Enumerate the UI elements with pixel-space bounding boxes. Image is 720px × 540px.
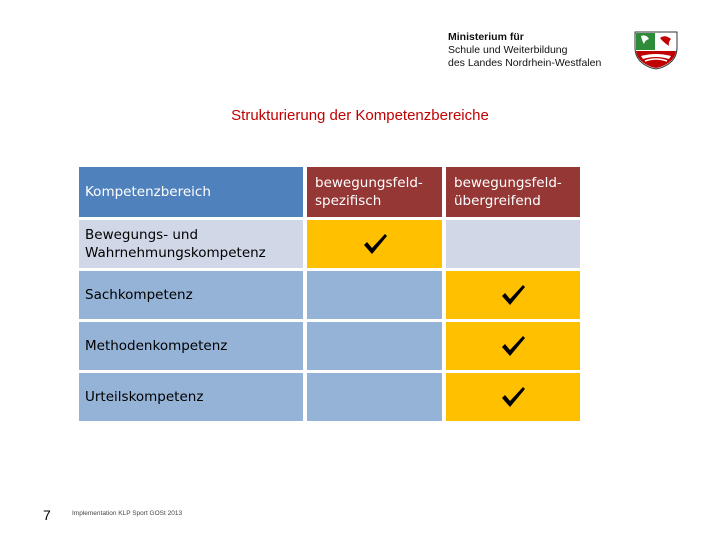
row-label-bewegung — [79, 220, 303, 268]
row4-spezifisch-cell — [307, 373, 442, 421]
check-icon — [500, 283, 526, 307]
row-label-urteil — [79, 373, 303, 421]
row1-spezifisch-cell — [307, 220, 442, 268]
row2-uebergreifend-cell — [446, 271, 580, 319]
header-kompetenzbereich-label: Kompetenzbereich — [85, 184, 211, 200]
ministry-line-1: Ministerium für — [448, 31, 524, 43]
row-label-text: Methodenkompetenz — [85, 338, 228, 354]
row1-uebergreifend-cell — [446, 220, 580, 268]
check-icon — [500, 334, 526, 358]
row-label-text: Bewegungs- und Wahrnehmungskompetenz — [85, 227, 266, 261]
check-icon — [362, 232, 388, 256]
nrw-crest-icon — [633, 30, 679, 70]
row-label-sach — [79, 271, 303, 319]
header-kompetenzbereich — [79, 167, 303, 217]
row3-uebergreifend-cell — [446, 322, 580, 370]
header-uebergreifend-label: bewegungsfeld- übergreifend — [454, 175, 562, 209]
row3-spezifisch-cell — [307, 322, 442, 370]
row-label-text: Urteilskompetenz — [85, 389, 204, 405]
slide-title: Strukturierung der Kompetenzbereiche — [231, 107, 489, 124]
footer-text: Implementation KLP Sport GOSt 2013 — [72, 510, 183, 517]
header-uebergreifend — [446, 167, 580, 217]
row4-uebergreifend-cell — [446, 373, 580, 421]
ministry-line-2: Schule und Weiterbildung — [448, 44, 568, 56]
header-spezifisch-label: bewegungsfeld- spezifisch — [315, 175, 423, 209]
row-label-text: Sachkompetenz — [85, 287, 193, 303]
page-number: 7 — [43, 507, 51, 523]
row-label-methoden — [79, 322, 303, 370]
check-icon — [500, 385, 526, 409]
ministry-name — [448, 31, 620, 70]
ministry-line-3: des Landes Nordrhein-Westfalen — [448, 57, 602, 69]
row2-spezifisch-cell — [307, 271, 442, 319]
header-spezifisch — [307, 167, 442, 217]
